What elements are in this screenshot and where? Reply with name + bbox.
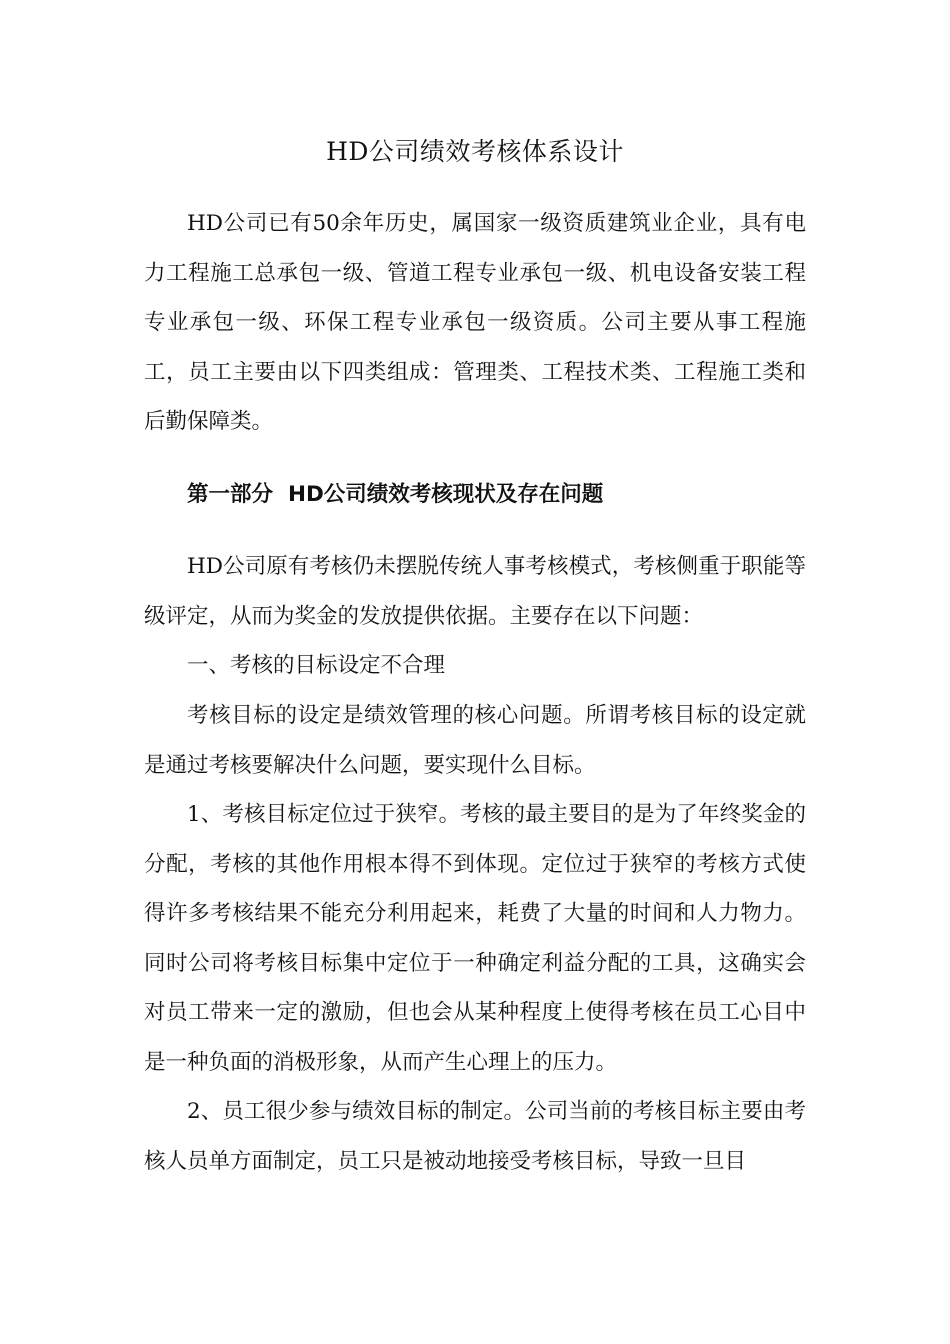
part1-heading: 第一部分 HD公司绩效考核现状及存在问题: [187, 482, 604, 507]
part1-intro-paragraph: HD公司原有考核仍未摆脱传统人事考核模式，考核侧重于职能等级评定，从而为奖金的发放提供依据。主要存在以下问题：: [144, 554, 806, 629]
section1-heading: 一、考核的目标设定不合理: [187, 653, 446, 678]
point1-paragraph: 1、考核目标定位过于狭窄。考核的最主要目的是为了年终奖金的分配，考核的其他作用根本得不到体现。定位过于狭窄的考核方式使得许多考核结果不能充分利用起来，耗费了大量的时间和人力物力。同时公司将考核目标集中定位于一种确定利益分配的工具，这确实会对员工带来一定的激励，但也会从某种程度上使得考核在员工心目中是一种负面的消极形象，从而产生心理上的压力。: [144, 802, 806, 1075]
document-title: HD公司绩效考核体系设计: [326, 137, 624, 166]
point2-paragraph: 2、员工很少参与绩效目标的制定。公司当前的考核目标主要由考核人员单方面制定，员工只是被动地接受考核目标，导致一旦目: [144, 1099, 806, 1174]
intro-paragraph: HD公司已有50余年历史，属国家一级资质建筑业企业，具有电力工程施工总承包一级、管道工程专业承包一级、机电设备安装工程专业承包一级、环保工程专业承包一级资质。公司主要从事工程施工，员工主要由以下四类组成：管理类、工程技术类、工程施工类和后勤保障类。: [144, 211, 806, 434]
section1-paragraph: 考核目标的设定是绩效管理的核心问题。所谓考核目标的设定就是通过考核要解决什么问题，要实现什么目标。: [144, 703, 806, 778]
